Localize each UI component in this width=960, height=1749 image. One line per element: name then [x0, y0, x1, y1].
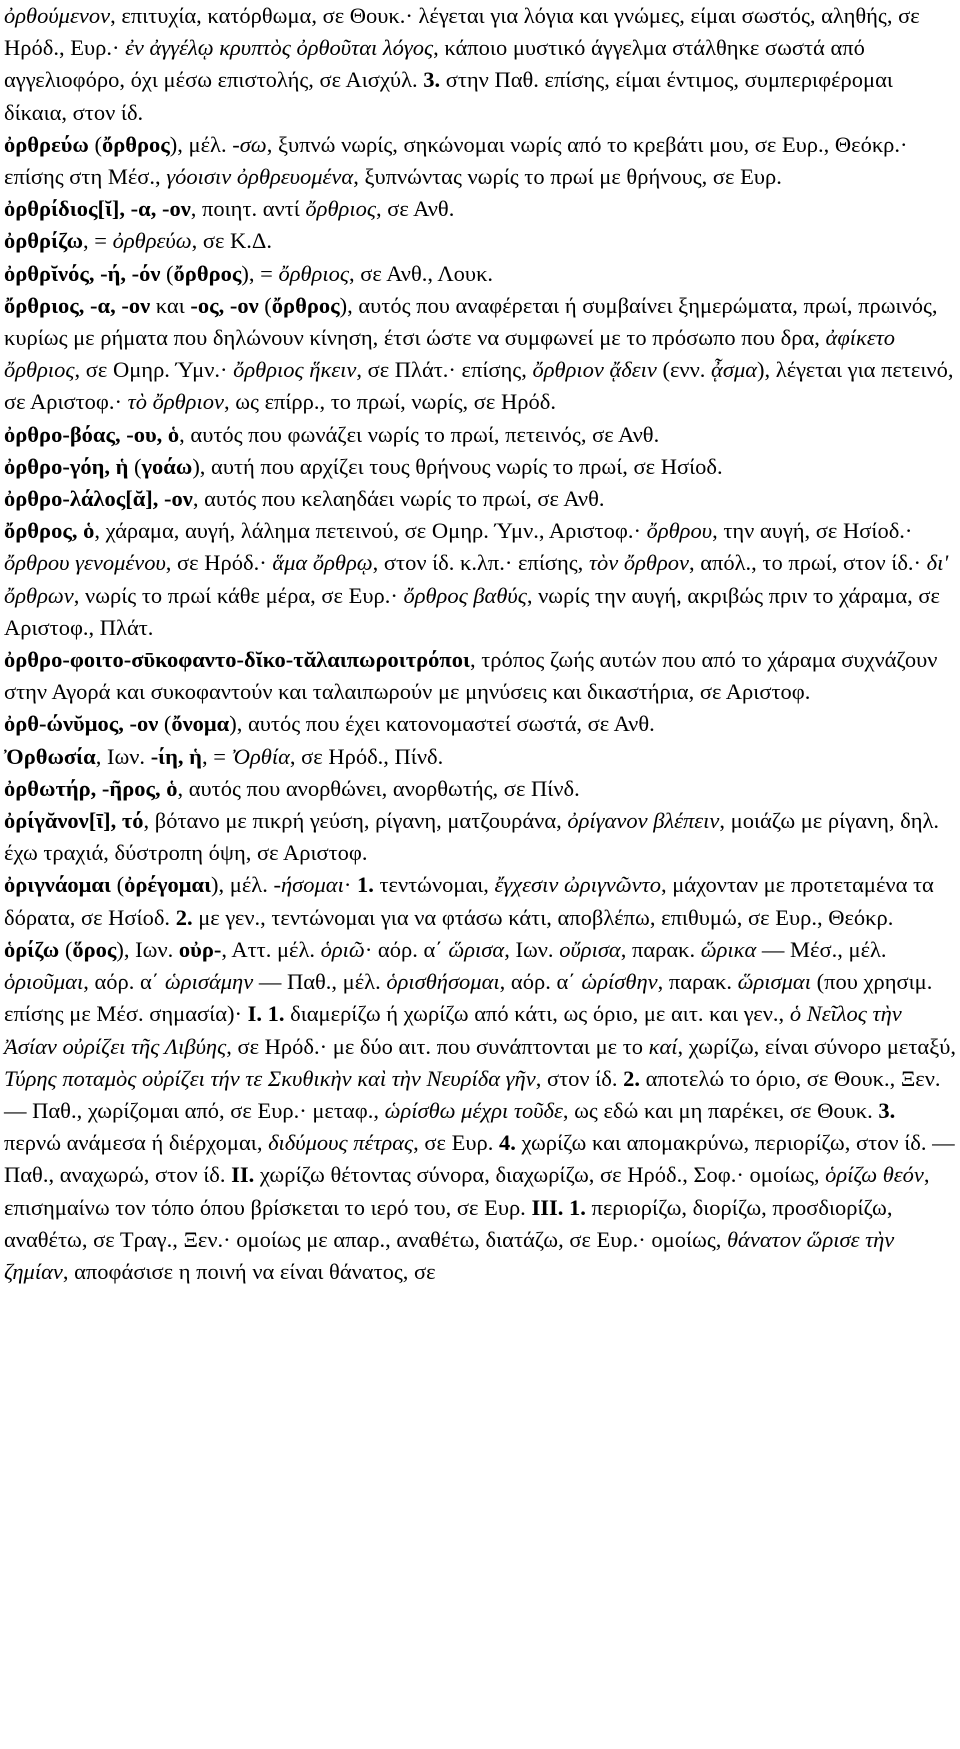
dictionary-entry	[4, 741, 956, 773]
headword: 1.	[356, 872, 374, 898]
definition-text: , =	[83, 228, 113, 254]
definition-text: (	[160, 260, 174, 286]
headword: III. 1.	[531, 1194, 586, 1220]
definition-text: , επιτυχία, κατόρθωμα, σε Θουκ.· λέγεται για λόγια και γνώμες, είμαι σωστός, αληθής, σε Ηρόδ., Ευρ.·	[4, 3, 920, 61]
headword: ὀρθρο-φοιτο-σῡκοφαντο-δῐκο-τᾰλαιπωροιτρόποι	[4, 647, 470, 673]
headword: II.	[231, 1162, 255, 1188]
citation-italic: ὥρικα	[700, 936, 757, 962]
definition-text: , στον ίδ.	[535, 1065, 624, 1091]
headword: ὀρθρο-βόας, -ου, ὁ	[4, 421, 180, 447]
citation-italic: -ήσομαι	[273, 872, 344, 898]
definition-text: χωρίζω θέτοντας σύνορα, διαχωρίζω, σε Ηρόδ., Σοφ.· ομοίως,	[254, 1162, 826, 1188]
citation-italic: θάνατον ὥρισε τὴν ζημίαν	[4, 1226, 895, 1284]
dictionary-entry	[4, 290, 956, 419]
citation-italic: ὥρισμαι	[737, 969, 811, 995]
definition-text: περιορίζω, διορίζω, προσδιορίζω, αναθέτω, σε Τραγ., Ξεν.· ομοίως με απαρ., αναθέτω, διατάζω, σε Ευρ.· ομοίως,	[4, 1194, 893, 1252]
definition-text: , σε Κ.Δ.	[191, 228, 273, 254]
headword: ὄρθρος	[173, 260, 242, 286]
definition-text: , την αυγή, σε Ησίοδ.·	[712, 518, 913, 544]
definition-text: , νωρίς το πρωί κάθε μέρα, σε Ευρ.·	[73, 582, 404, 608]
dictionary-entry	[4, 419, 956, 451]
headword: I. 1.	[247, 1001, 285, 1027]
headword: ὀριγνάομαι	[4, 872, 111, 898]
definition-text: , σε Πλάτ.· επίσης,	[356, 357, 533, 383]
definition-text: , χωρίζω, είναι σύνορο μεταξύ,	[677, 1033, 956, 1059]
dictionary-entry	[4, 934, 956, 1288]
citation-italic: ὄρθριος ἥκειν	[233, 357, 357, 383]
definition-text: , μοιάζω με ρίγανη, δηλ. έχω τραχιά, δύστροπη όψη, σε Αριστοφ.	[4, 808, 939, 866]
citation-italic: ὄρθριος	[305, 196, 376, 222]
citation-italic: ὀρίγανον βλέπειν	[567, 808, 720, 834]
headword: Ὀρθωσία	[4, 743, 96, 769]
definition-text: ·	[343, 872, 357, 898]
definition-text: , αποφάσισε η ποινή να είναι θάνατος, σε	[62, 1258, 436, 1284]
headword: 3.	[423, 67, 441, 93]
definition-text: , μάχονταν με προτεταμένα τα δόρατα, σε Ησίοδ.	[4, 872, 934, 930]
definition-text: (	[59, 936, 73, 962]
headword: ὅρος	[72, 936, 117, 962]
definition-text: , αυτός που φωνάζει νωρίς το πρωί, πετεινός, σε Ανθ.	[179, 421, 660, 447]
definition-text: με γεν., τεντώνομαι για να φτάσω κάτι, αποβλέπω, επιθυμώ, σε Ευρ., Θεόκρ.	[192, 904, 894, 930]
dictionary-entry	[4, 708, 956, 740]
citation-italic: Ὀρθία	[231, 743, 290, 769]
headword: γοάω	[141, 453, 193, 479]
definition-text: χωρίζω και απομακρύνω, περιορίζω, στον ίδ. — Παθ., αναχωρώ, στον ίδ.	[4, 1130, 955, 1188]
citation-italic: ὥρισα	[448, 936, 505, 962]
definition-text: · αόρ. α΄	[364, 936, 449, 962]
definition-text: ), λέγεται για πετεινό, σε Αριστοφ.·	[4, 357, 954, 415]
definition-text: — Παθ., μέλ.	[253, 969, 387, 995]
definition-text: ), μέλ.	[169, 131, 233, 157]
definition-text: , σε Ανθ.	[375, 196, 455, 222]
definition-text: (ενν.	[656, 357, 712, 383]
headword: ὀρθωτήρ, -ῆρος, ὁ	[4, 775, 178, 801]
headword: 2.	[623, 1065, 640, 1091]
definition-text: , Ιων.	[504, 936, 560, 962]
dictionary-entry	[4, 129, 956, 193]
definition-text: , αυτός που ανορθώνει, ανορθωτής, σε Πίνδ.	[177, 775, 580, 801]
definition-text: (	[128, 453, 142, 479]
dictionary-entry	[4, 225, 956, 257]
definition-text: , ξυπνώντας νωρίς το πρωί με θρήνους, σε Ευρ.	[353, 164, 782, 190]
citation-italic: -σω	[232, 131, 267, 157]
dictionary-entry	[4, 483, 956, 515]
dictionary-entry	[4, 773, 956, 805]
definition-text: , απόλ., το πρωί, στον ίδ.·	[689, 550, 927, 576]
citation-italic: ὄρθρου γενομένου	[4, 550, 166, 576]
definition-text: ), =	[241, 260, 279, 286]
headword: ὀρθρίδιος[ῐ], -α, -ον	[4, 196, 191, 222]
citation-italic: γόοισιν ὀρθρευομένα	[166, 164, 354, 190]
definition-text: , παρακ.	[657, 969, 738, 995]
definition-text: τεντώνομαι,	[373, 872, 495, 898]
definition-text: , παρακ.	[620, 936, 701, 962]
definition-text: , ως εδώ και μη παρέκει, σε Θουκ.	[562, 1097, 879, 1123]
definition-text: ), αυτός που έχει κατονομαστεί σωστά, σε Ανθ.	[229, 711, 655, 737]
definition-text: αποτελώ το όριο, σε Θουκ., Ξεν. — Παθ., χωρίζομαι από, σε Ευρ.· μεταφ.,	[4, 1065, 941, 1123]
dictionary-entry	[4, 644, 956, 708]
citation-italic: ὁρίζω θεόν	[825, 1162, 924, 1188]
citation-italic: δι' ὄρθρων	[4, 550, 949, 608]
dictionary-entry	[4, 869, 956, 933]
citation-italic: ὄρθριος	[278, 260, 349, 286]
citation-italic: ᾆσμα	[711, 357, 758, 383]
definition-text: , αυτός που κελαηδάει νωρίς το πρωί, σε Ανθ.	[192, 486, 605, 512]
citation-italic: ὄρθριον ᾄδειν	[532, 357, 657, 383]
definition-text: , Αττ. μέλ.	[221, 936, 321, 962]
definition-text: (	[258, 292, 272, 318]
headword: -ος, -ον	[190, 292, 259, 318]
headword: ὀρίγᾰνον[ῑ], τό	[4, 808, 144, 834]
headword: ὄρθριος, -α, -ον	[4, 292, 151, 318]
definition-text: (	[110, 872, 125, 898]
definition-text: , τρόπος ζωής αυτών που από το χάραμα συχνάζουν στην Αγορά και συκοφαντούν και ταλαιπωρούν με μηνύσεις και δικαστήρια, σε Αριστοφ.	[4, 647, 938, 705]
citation-italic: ὀρθούμενον	[4, 3, 111, 28]
headword: -ίη, ἡ	[150, 743, 202, 769]
definition-text: , αόρ. α΄	[83, 969, 165, 995]
citation-italic: Τύρης ποταμὸς οὐρίζει τήν τε Σκυθικὴν καὶ τὴν Νευρίδα γῆν	[4, 1065, 536, 1091]
headword: ὀρθρο-γόη, ἡ	[4, 453, 129, 479]
headword: ὄρθρος	[271, 292, 340, 318]
definition-text: περνώ ανάμεσα ή διέρχομαι,	[4, 1130, 269, 1156]
definition-text: (	[88, 131, 102, 157]
citation-italic: ἀφίκετο ὄρθριος	[4, 325, 895, 383]
definition-text: , ποιητ. αντί	[190, 196, 306, 222]
definition-text: , σε Ανθ., Λουκ.	[348, 260, 494, 286]
headword: ὄνομα	[171, 711, 230, 737]
definition-text: ), Ιων.	[116, 936, 179, 962]
definition-text: , κάποιο μυστικό άγγελμα στάλθηκε σωστά από αγγελιοφόρο, όχι μέσω επιστολής, σε Αισχύλ.	[4, 35, 865, 93]
citation-italic: καί	[648, 1033, 678, 1059]
definition-text: — Μέσ., μέλ.	[756, 936, 887, 962]
headword: ὀρθρο-λάλος[ᾰ], -ον	[4, 486, 193, 512]
definition-text: , σε Ηρόδ.· με δύο αιτ. που συνάπτονται με το	[226, 1033, 649, 1059]
dictionary-entry	[4, 0, 956, 129]
headword: ὀρθ-ώνῠμος, -ον	[4, 711, 159, 737]
citation-italic: ἐν ἀγγέλῳ κρυπτὸς ὀρθοῦται λόγος	[125, 35, 434, 61]
definition-text: , σε Ευρ.	[413, 1130, 499, 1156]
headword: ὀρθρίζω	[4, 228, 84, 254]
citation-italic: οὔρισα	[559, 936, 621, 962]
definition-text: ), αυτός που αναφέρεται ή συμβαίνει ξημερώματα, πρωί, πρωινός, κυρίως με ρήματα που δηλώνουν κίνηση, έτσι ώστε να συμφωνεί με το πρόσωπο που δρα,	[4, 292, 938, 351]
headword: 3.	[878, 1097, 896, 1123]
headword: ὄρθρος	[101, 131, 170, 157]
citation-italic: ὀρθρεύω	[112, 228, 192, 254]
headword: 4.	[498, 1130, 516, 1156]
definition-text: , επισημαίνω τον τόπο όπου βρίσκεται το ιερό του, σε Ευρ.	[4, 1162, 930, 1220]
headword: ὀρέγομαι	[124, 872, 212, 898]
definition-text: , βότανο με πικρή γεύση, ρίγανη, ματζουράνα,	[143, 808, 568, 834]
citation-italic: ὄρθρου	[646, 518, 713, 544]
citation-italic: ὁριῶ	[320, 936, 365, 962]
definition-text: (	[158, 711, 172, 737]
definition-text: , ξυπνώ νωρίς, σηκώνομαι νωρίς από το κρεβάτι μου, σε Ευρ., Θεόκρ.· επίσης στη Μέσ.,	[4, 131, 908, 190]
citation-italic: ὄρθρος βαθύς	[403, 582, 527, 608]
dictionary-entry	[4, 193, 956, 225]
definition-text: ), μέλ.	[211, 872, 274, 898]
citation-italic: ὡρίσθην	[581, 969, 658, 995]
definition-text: , ως επίρρ., το πρωί, νωρίς, σε Ηρόδ.	[223, 389, 556, 415]
headword: ὀρθρῐνός, -ή, -όν	[4, 260, 161, 286]
definition-text: , σε Ηρόδ.·	[165, 550, 273, 576]
citation-italic: ὡρίσθω μέχρι τοῦδε	[384, 1097, 563, 1123]
definition-text: , νωρίς την αυγή, ακριβώς πριν το χάραμα, σε Αριστοφ., Πλάτ.	[4, 582, 940, 640]
headword: οὐρ-	[178, 936, 222, 962]
definition-text: στην Παθ. επίσης, είμαι έντιμος, συμπεριφέρομαι δίκαια, στον ίδ.	[4, 67, 893, 125]
dictionary-entry	[4, 515, 956, 644]
citation-italic: διδύμους πέτρας	[268, 1130, 414, 1156]
definition-text: , σε Ομηρ. Ύμν.·	[74, 357, 234, 383]
definition-text: (που χρησιμ. επίσης με Μέσ. σημασία)·	[4, 969, 933, 1027]
headword: ὀρθρεύω	[4, 131, 89, 157]
citation-italic: ὁριοῦμαι	[4, 969, 84, 995]
headword: ὄρθρος, ὁ	[4, 518, 95, 544]
definition-text: και	[150, 292, 191, 318]
definition-text: διαμερίζω ή χωρίζω από κάτι, ως όριο, με αιτ. και γεν.,	[284, 1001, 790, 1027]
citation-italic: ὡρισάμην	[164, 969, 254, 995]
definition-text: ), αυτή που αρχίζει τους θρήνους νωρίς το πρωί, σε Ησίοδ.	[192, 453, 723, 479]
dictionary-entry	[4, 258, 956, 290]
dictionary-entry	[4, 451, 956, 483]
definition-text: , Ιων.	[95, 743, 151, 769]
citation-italic: τὸν ὄρθρον	[588, 550, 689, 576]
dictionary-entry	[4, 805, 956, 869]
citation-italic: τὸ ὄρθριον	[127, 389, 224, 415]
citation-italic: ἅμα ὄρθρῳ	[272, 550, 373, 576]
definition-text: , =	[201, 743, 232, 769]
citation-italic: ἔγχεσιν ὠριγνῶντο	[494, 872, 661, 898]
headword: ὁρίζω	[4, 936, 60, 962]
citation-italic: ὁρισθήσομαι	[386, 969, 500, 995]
citation-italic: ὁ Νεῖλος τὴν Ἀσίαν οὐρίζει τῆς Λιβύης	[4, 1001, 902, 1059]
definition-text: , αόρ. α΄	[499, 969, 582, 995]
definition-text: , σε Ηρόδ., Πίνδ.	[289, 743, 444, 769]
definition-text: , χάραμα, αυγή, λάλημα πετεινού, σε Ομηρ. Ύμν., Αριστοφ.·	[94, 518, 647, 544]
headword: 2.	[175, 904, 193, 930]
definition-text: , στον ίδ. κ.λπ.· επίσης,	[372, 550, 589, 576]
